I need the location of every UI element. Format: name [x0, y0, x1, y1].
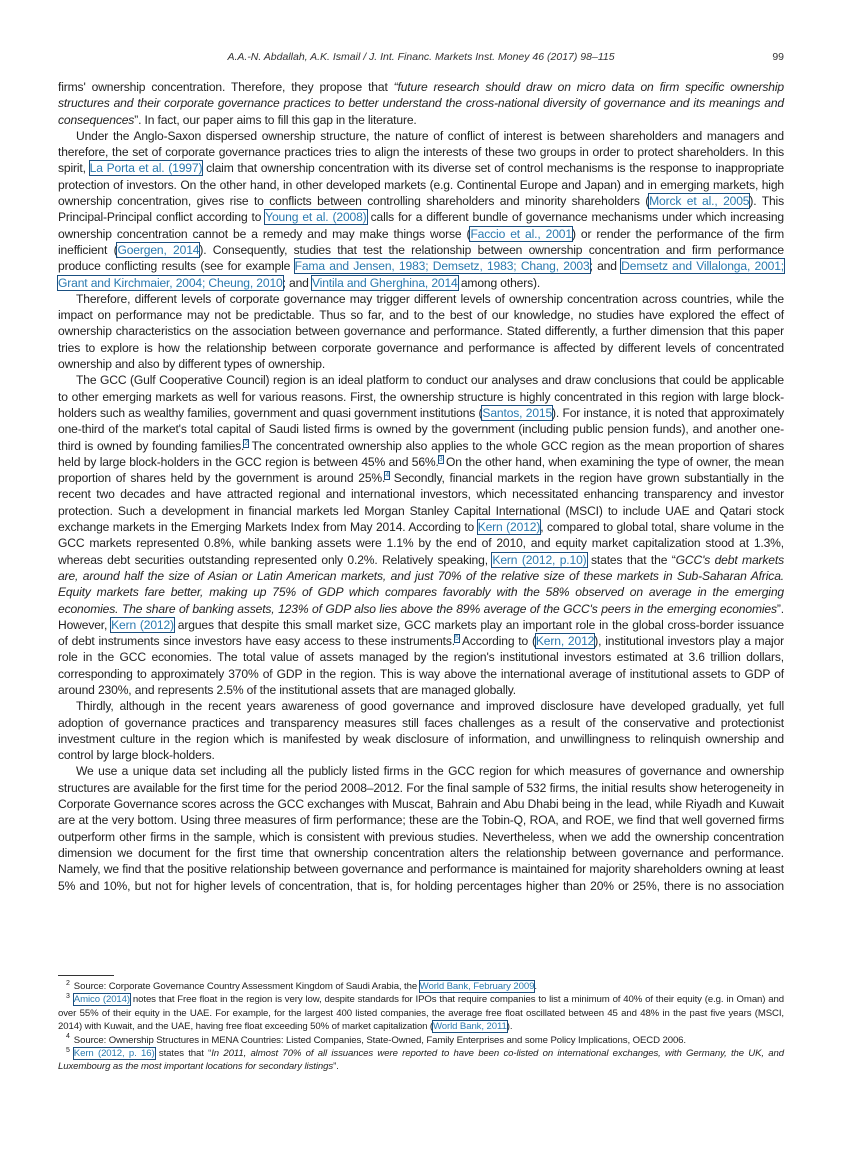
text-run: states that the “: [586, 552, 676, 567]
text-run: According to (: [458, 634, 536, 649]
citation-link[interactable]: Demsetz and Villalonga, 2001; Grant and Kirchmaier, 2004; Cheung, 2010: [58, 259, 785, 290]
citation-link[interactable]: Morck et al., 2005: [649, 194, 750, 209]
text-run: Thirdly, although in the recent years awareness of good governance and improved disclosure have developed gradually, yet full adoption of governance practices and transparency measures still faces challenges as a result of the conservative and protectionist investment culture in the region which is manifested by weak disclosure of information, and unwillingness to relinquish ownership and control by large block-holders.: [58, 699, 784, 763]
text-run: ). Consequently, studies that test the relationship between ownership concentration and firm performance produce conflicting results (see for example: [58, 242, 784, 274]
citation-link[interactable]: Goergen, 2014: [117, 242, 200, 257]
footnotes: [58, 980, 784, 1074]
page-number: 99: [772, 51, 784, 63]
text-run: ”. In fact, our paper aims to fill this gap in the literature.: [134, 112, 417, 127]
text-run: ). For instance, it is noted that approximately one-third of the market's total capital of Saudi listed firms is owned by the government (including public pension funds), and another one-third is owned by founding families.: [58, 405, 784, 453]
citation-link[interactable]: Kern, 2012: [535, 634, 595, 649]
text-run: The GCC (Gulf Cooperative Council) region is an ideal platform to conduct our analyses and draw conclusions that could be applicable to other emerging markets as well for various reasons. First, the ownership structure is highly concentrated in this region with large block-holders such as wealthy families, government and quasi government institutions (: [58, 373, 784, 420]
paragraph: [58, 79, 784, 128]
text-run: ).: [506, 1021, 513, 1033]
footnote-ref-link[interactable]: 3: [438, 455, 443, 463]
text-run: notes that Free float in the region is very low, despite standards for IPOs that require companies to list a minimum of 40% of their equity (e.g. in Oman) and over 55% of their equity in the UAE. For example, for the largest 400 listed companies, the average free float oscillated between 45 and 48% in the past five years (MSCI, 2014) with Kuwait, and the UAE, having free float exceeding 50% of market capitalization (: [58, 994, 784, 1033]
footnote-number: 5: [66, 1046, 70, 1054]
paragraph: [58, 763, 784, 893]
text-run: ”.: [333, 1061, 339, 1073]
text-run: firms' ownership concentration. Therefore, they propose that: [58, 80, 394, 94]
citation-link[interactable]: Kern (2012, p. 16): [73, 1048, 155, 1060]
footnote: [58, 993, 784, 1033]
text-run: among others).: [457, 275, 541, 290]
text-run: ; and: [589, 259, 622, 274]
footnote-number: 2: [66, 979, 70, 987]
text-run: ) or render the performance of the firm inefficient (: [58, 226, 784, 257]
quoted-text: In 2011, almost 70% of all issuances were reported to have been co-listed on international exchanges, with Germany, the UK, and Luxembourg as the most important locations for secondary listings: [58, 1048, 785, 1073]
text-run: The concentrated ownership also applies to the whole GCC region as the mean proportion of shares held by large block-holders in the GCC region is between 45% and 56%.: [58, 438, 784, 469]
citation-link[interactable]: World Bank, February 2009: [419, 981, 535, 992]
text-run: Therefore, different levels of corporate governance may trigger different levels of ownership concentration across countries, while the impact on performance may not be predictable. Thus so far, and to the best of our knowledge, no studies have explored the effect of ownership characteristics on the association between governance and performance. Stated differently, a further dimension that this paper tries to explore is how the relationship between corporate governance and performance is affected by different levels of concentrated ownership and also by different types of ownership.: [58, 291, 784, 372]
text-run: claim that ownership concentration with its diverse set of control mechanisms is the response to inappropriate protection of investors. On the other hand, in other developed markets (e.g. Continental Europe and Japan) and in emerging markets, high ownership concentration, gives rise to conflicts between controlling shareholders and minority shareholders (: [58, 161, 784, 209]
text-run: On the other hand, when examining the type of owner, the mean proportion of shares held by the government is around 25%.: [58, 454, 784, 486]
text-run: calls for a different bundle of governance mechanisms under which increasing ownership concentration cannot be a remedy and may make things worse (: [58, 210, 784, 241]
footnote-ref-link[interactable]: 2: [244, 439, 248, 447]
paragraph: [58, 698, 784, 763]
text-run: Under the Anglo-Saxon dispersed ownership structure, the nature of conflict of interest is between shareholders and managers and therefore, the set of corporate governance practices tries to align the interests of these two groups in order to protect shareholders. In this spirit,: [58, 128, 784, 176]
text-run: ; and: [282, 275, 312, 290]
citation-link[interactable]: Vintila and Gherghina, 2014: [311, 275, 458, 290]
footnote-number: 3: [66, 993, 70, 1001]
footnote-ref-link[interactable]: 4: [385, 472, 389, 480]
citation-link[interactable]: Kern (2012): [477, 520, 541, 535]
footnote-ref-link[interactable]: 5: [455, 635, 459, 643]
text-run: states that “: [154, 1048, 212, 1060]
paragraph: [58, 291, 784, 372]
quoted-text: “future research should draw on micro data on firm specific ownership structures and their corporate governance practices to better understand the cross-national diversity of governance and its meanings and consequences: [58, 80, 784, 127]
text-run: Source: Corporate Governance Country Assessment Kingdom of Saudi Arabia, the: [73, 981, 420, 992]
citation-link[interactable]: Santos, 2015: [482, 405, 553, 420]
citation-link[interactable]: Fama and Jensen, 1983; Demsetz, 1983; Chang, 2003: [294, 259, 590, 274]
running-header: A.A.-N. Abdallah, A.K. Ismail / J. Int. Financ. Markets Inst. Money 46 (2017) 98–115: [227, 51, 615, 63]
text-run: ), institutional investors play a major role in the GCC economies. The total value of assets managed by the region's institutional investors estimated at 3.6 trillion dollars, corresponding to approximately 370% of GDP in the region. This is way above the international average of institutional assets to GDP of around 230%, and represents 2.5% of the institutional assets that are managed globally.: [58, 634, 785, 697]
citation-link[interactable]: Amico (2014): [73, 994, 130, 1006]
citation-link[interactable]: Faccio et al., 2001: [470, 226, 572, 241]
footnote-divider: [58, 975, 114, 976]
text-run: Secondly, financial markets in the region have grown substantially in the recent two decades and have attracted regional and international investors, which necessitated enhancing transparency and investor protection. Such a development in financial markets led Morgan Stanley Capital International (MSCI) to include UAE and Qatari stock exchange markets in the Emerging Markets Index from May 2014. According to: [58, 471, 784, 535]
paragraph: [58, 128, 784, 291]
text-run: argues that despite this small market size, GCC markets play an important role in the global cross-border issuance of debt instruments since investors have easy access to these instruments.: [58, 617, 784, 649]
citation-link[interactable]: World Bank, 2011: [432, 1021, 507, 1033]
citation-link[interactable]: Kern (2012): [111, 617, 174, 632]
paragraph: [58, 372, 784, 698]
text-run: We use a unique data set including all the publicly listed firms in the GCC region for which measures of governance and ownership structures are available for the first time for the period 2008–2012. For the final sample of 532 firms, the initial results show heterogeneity in Corporate Governance scores across the GCC exchanges with Muscat, Bahrain and Abu Dhabi being in the lead, while Riyadh and Kuwait are at the very bottom. Using three measures of firm performance; these are the Tobin-Q, ROA, and ROE, we find that well governed firms outperform other firms in the sample, which is consistent with previous studies. Nevertheless, when we add the ownership concentration dimension we document for the first time that ownership concentration alters the relationship between governance and performance. Namely, we find that the positive relationship between governance and performance is maintained for majority shareholders owning at least 5% and 10%, but not for higher levels of concentration, that is, for holding percentages higher than 20% or 25%, there is no association: [58, 764, 784, 893]
citation-link[interactable]: Young et al. (2008): [265, 210, 367, 225]
text-run: , compared to global total, share volume in the GCC markets represented 0.8%, while banking assets were 1.1% by the end of 2010, and equity market capitalization stood at 1.3%, whereas debt securities outstanding represented only 0.2%. Relatively speaking,: [58, 520, 784, 567]
body-text: [58, 79, 784, 894]
text-run: ”. However,: [58, 601, 784, 632]
text-run: Source: Ownership Structures in MENA Countries: Listed Companies, State-Owned, Family Enterprises and some Policy Implications, OECD 2006.: [73, 1034, 686, 1046]
citation-link[interactable]: Kern (2012, p.10): [492, 552, 587, 567]
quoted-text: GCC's debt markets are, around half the size of Asian or Latin American markets, and just 70% of the relative size of these markets in Sub-Saharan Africa. Equity markets fare better, making up 75% of GDP which compares favorably with the 58% observed on average in the emerging economies. The share of banking assets, 123% of GDP also lies above the 89% average of the GCC's peers in the emerging economies: [58, 552, 784, 616]
footnote-number: 4: [66, 1033, 70, 1041]
citation-link[interactable]: La Porta et al. (1997): [89, 161, 203, 176]
footnote: [58, 1034, 784, 1047]
text-run: ). This Principal-Principal conflict according to: [58, 194, 784, 225]
text-run: .: [534, 981, 537, 992]
footnote: [58, 1047, 784, 1074]
footnote: [58, 980, 784, 993]
